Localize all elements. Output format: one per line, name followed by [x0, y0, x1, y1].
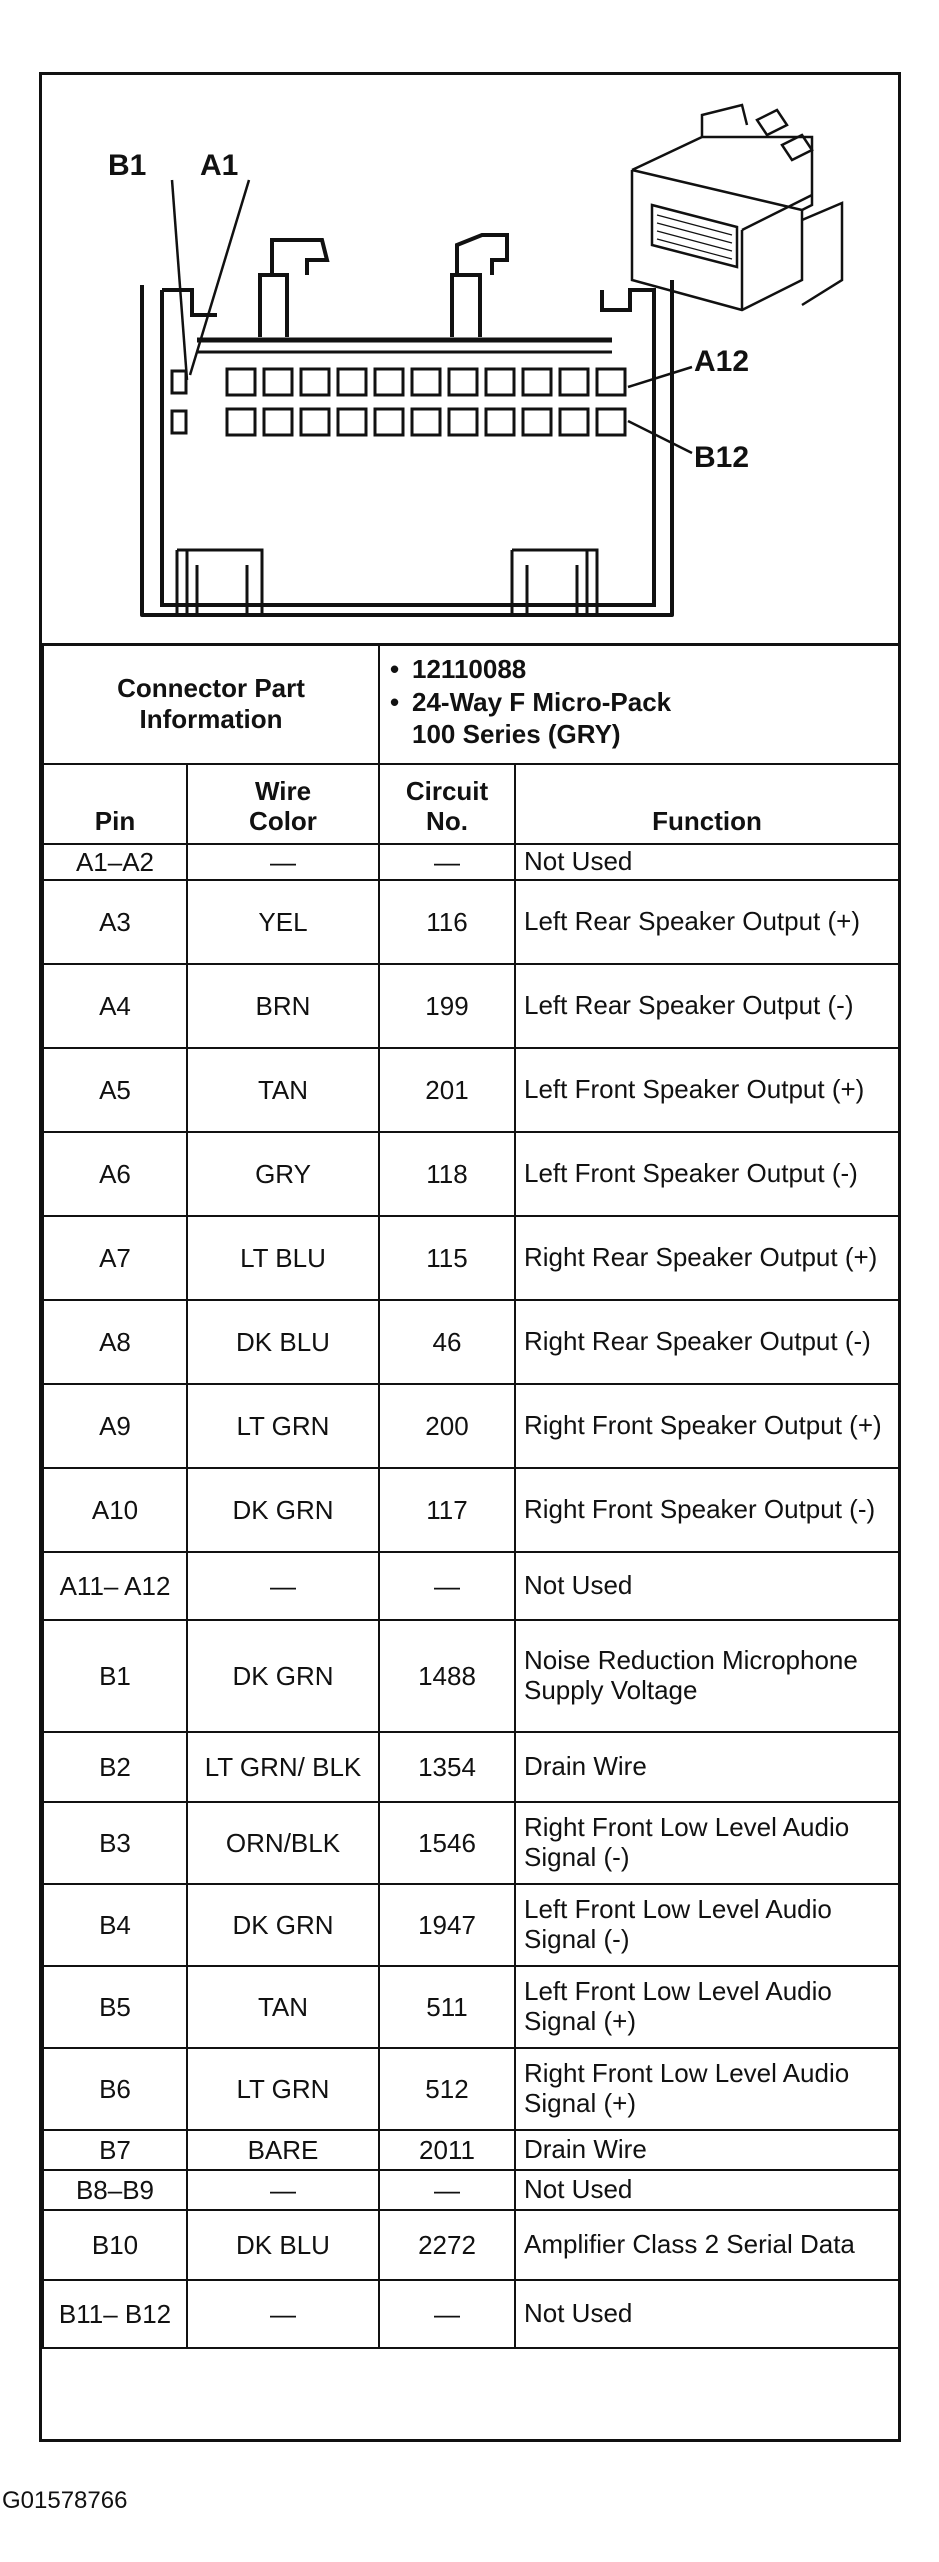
pin-cell: B2	[43, 1732, 187, 1802]
function-cell: Amplifier Class 2 Serial Data	[515, 2210, 899, 2280]
part-number: • 12110088	[390, 654, 527, 684]
circuit-cell: 1546	[379, 1802, 515, 1884]
description-line1: 24-Way F Micro-Pack	[412, 686, 672, 717]
wire-color-cell: DK GRN	[187, 1468, 379, 1552]
pin-cell: A9	[43, 1384, 187, 1468]
table-row	[43, 1884, 899, 1966]
table-row	[43, 1966, 899, 2048]
function-cell: Not Used	[515, 1552, 899, 1620]
table-row	[43, 1048, 899, 1132]
header-wire-color-line2: Color	[249, 806, 317, 837]
connector-sheet	[39, 72, 901, 2442]
pin-cavity-b5	[338, 409, 366, 435]
pin-cavity-a9	[486, 369, 514, 395]
circuit-cell: 2272	[379, 2210, 515, 2280]
table-header-row	[43, 764, 899, 844]
circuit-cell: —	[379, 2170, 515, 2210]
pin-cell: B8–B9	[43, 2170, 187, 2210]
circuit-cell: 201	[379, 1048, 515, 1132]
pin-cell: B10	[43, 2210, 187, 2280]
pin-cavity-b11	[560, 409, 588, 435]
table-row	[43, 1552, 899, 1620]
wire-color-cell: ORN/BLK	[187, 1802, 379, 1884]
pin-cavity-a11	[560, 369, 588, 395]
wire-color-cell: DK BLU	[187, 1300, 379, 1384]
connector-info-heading-line2: Information	[139, 704, 283, 734]
wire-color-cell: TAN	[187, 1966, 379, 2048]
function-cell: Right Front Low Level Audio Signal (-)	[515, 1802, 899, 1884]
function-cell: Right Rear Speaker Output (+)	[515, 1216, 899, 1300]
connector-info-heading	[43, 644, 379, 764]
label-a12: A12	[694, 345, 750, 378]
pin-cell: A8	[43, 1300, 187, 1384]
function-cell: Left Front Speaker Output (-)	[515, 1132, 899, 1216]
circuit-cell: 512	[379, 2048, 515, 2130]
circuit-cell: 46	[379, 1300, 515, 1384]
pin-cavity-a5	[338, 369, 366, 395]
table-row	[43, 1384, 899, 1468]
pin-cell: A3	[43, 880, 187, 964]
pin-cell: B1	[43, 1620, 187, 1732]
function-cell: Left Front Low Level Audio Signal (-)	[515, 1884, 899, 1966]
circuit-cell: 1354	[379, 1732, 515, 1802]
table-row	[43, 844, 899, 880]
connector-info-details	[379, 644, 899, 764]
circuit-cell: 200	[379, 1384, 515, 1468]
function-cell: Not Used	[515, 2170, 899, 2210]
circuit-cell: 117	[379, 1468, 515, 1552]
pin-cell: A10	[43, 1468, 187, 1552]
wire-color-cell: BARE	[187, 2130, 379, 2170]
connector-info-row	[43, 644, 899, 764]
wire-color-cell: TAN	[187, 1048, 379, 1132]
function-cell: Right Front Speaker Output (+)	[515, 1384, 899, 1468]
function-cell: Right Front Speaker Output (-)	[515, 1468, 899, 1552]
circuit-cell: 115	[379, 1216, 515, 1300]
pin-cavity-b2	[227, 409, 255, 435]
table-row	[43, 2048, 899, 2130]
pin-cavity-a8	[449, 369, 477, 395]
pin-cavity-b6	[375, 409, 403, 435]
function-cell: Drain Wire	[515, 1732, 899, 1802]
pin-cavity-b10	[523, 409, 551, 435]
pin-cavity-b8	[449, 409, 477, 435]
table-row	[43, 2170, 899, 2210]
table-row	[43, 2130, 899, 2170]
header-circuit-line1: Circuit	[405, 776, 489, 807]
circuit-cell: —	[379, 2280, 515, 2348]
pin-cell: B6	[43, 2048, 187, 2130]
pin-cavity-a7	[412, 369, 440, 395]
pin-cavity-b4	[301, 409, 329, 435]
wire-color-cell: —	[187, 2280, 379, 2348]
function-cell: Left Rear Speaker Output (+)	[515, 880, 899, 964]
table-row	[43, 1300, 899, 1384]
label-a1: A1	[200, 149, 239, 182]
table-row	[43, 1468, 899, 1552]
header-wire-color-line1: Wire	[254, 776, 312, 807]
pin-cell: B3	[43, 1802, 187, 1884]
function-cell: Right Front Low Level Audio Signal (+)	[515, 2048, 899, 2130]
function-cell: Left Rear Speaker Output (-)	[515, 964, 899, 1048]
pin-cell: B7	[43, 2130, 187, 2170]
header-circuit-line2: No.	[426, 806, 468, 837]
wire-color-cell: LT GRN	[187, 2048, 379, 2130]
pin-cell: A5	[43, 1048, 187, 1132]
function-cell: Drain Wire	[515, 2130, 899, 2170]
header-circuit-no	[379, 764, 515, 844]
table-row	[43, 1620, 899, 1732]
circuit-cell: 199	[379, 964, 515, 1048]
table-row	[43, 880, 899, 964]
header-function: Function	[515, 764, 899, 844]
function-cell: Left Front Speaker Output (+)	[515, 1048, 899, 1132]
pin-cavity-a4	[301, 369, 329, 395]
connector-face-drawing	[42, 75, 898, 643]
table-row	[43, 1802, 899, 1884]
table-row	[43, 1732, 899, 1802]
pin-cell: B4	[43, 1884, 187, 1966]
circuit-cell: 2011	[379, 2130, 515, 2170]
wire-color-cell: YEL	[187, 880, 379, 964]
wire-color-cell: BRN	[187, 964, 379, 1048]
circuit-cell: —	[379, 844, 515, 880]
wire-color-cell: DK BLU	[187, 2210, 379, 2280]
circuit-cell: 1488	[379, 1620, 515, 1732]
table-row	[43, 2210, 899, 2280]
header-wire-color	[187, 764, 379, 844]
pin-cavity-b3	[264, 409, 292, 435]
table-row	[43, 1216, 899, 1300]
pin-cavity-a10	[523, 369, 551, 395]
figure-id: G01578766	[2, 2487, 128, 2514]
function-cell: Noise Reduction Microphone Supply Voltage	[515, 1620, 899, 1732]
circuit-cell: 118	[379, 1132, 515, 1216]
pin-cell: A6	[43, 1132, 187, 1216]
pin-cavity-a6	[375, 369, 403, 395]
pin-cell: A7	[43, 1216, 187, 1300]
pin-cavity-b12	[597, 409, 625, 435]
pinout-table	[42, 643, 900, 2349]
wire-color-cell: —	[187, 844, 379, 880]
function-cell: Left Front Low Level Audio Signal (+)	[515, 1966, 899, 2048]
wire-color-cell: DK GRN	[187, 1620, 379, 1732]
function-cell: Not Used	[515, 844, 899, 880]
wire-color-cell: —	[187, 1552, 379, 1620]
circuit-cell: 116	[379, 880, 515, 964]
circuit-cell: —	[379, 1552, 515, 1620]
description-line2: 100 Series (GRY)	[412, 719, 621, 749]
label-b1: B1	[108, 149, 147, 182]
wire-color-cell: —	[187, 2170, 379, 2210]
pin-cavity-a2	[227, 369, 255, 395]
pin-cell: B5	[43, 1966, 187, 2048]
pin-rows	[43, 844, 899, 2348]
part-number-value: 12110088	[412, 654, 527, 684]
pin-cell: A4	[43, 964, 187, 1048]
wire-color-cell: LT GRN/ BLK	[187, 1732, 379, 1802]
pin-cavity-a12	[597, 369, 625, 395]
connector-info-heading-line1: Connector Part	[117, 672, 305, 703]
wire-color-cell: LT GRN	[187, 1384, 379, 1468]
function-cell: Right Rear Speaker Output (-)	[515, 1300, 899, 1384]
function-cell: Not Used	[515, 2280, 899, 2348]
circuit-cell: 1947	[379, 1884, 515, 1966]
label-b12: B12	[694, 441, 750, 474]
table-row	[43, 2280, 899, 2348]
wire-color-cell: LT BLU	[187, 1216, 379, 1300]
wire-color-cell: GRY	[187, 1132, 379, 1216]
header-pin: Pin	[43, 764, 187, 844]
pin-cell: A11– A12	[43, 1552, 187, 1620]
wire-color-cell: DK GRN	[187, 1884, 379, 1966]
pin-cavity-b7	[412, 409, 440, 435]
pin-cavity-a3	[264, 369, 292, 395]
pin-cavity-b9	[486, 409, 514, 435]
connector-description: • 24-Way F Micro-Pack	[390, 686, 672, 717]
pin-cell: A1–A2	[43, 844, 187, 880]
pin-cell: B11– B12	[43, 2280, 187, 2348]
connector-diagram	[42, 75, 898, 646]
table-row	[43, 964, 899, 1048]
table-row	[43, 1132, 899, 1216]
circuit-cell: 511	[379, 1966, 515, 2048]
